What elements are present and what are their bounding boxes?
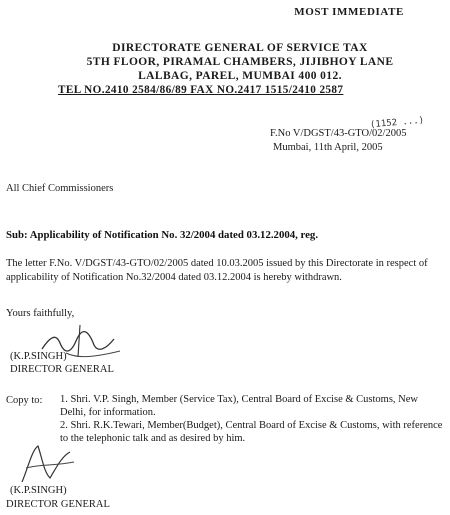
organization-phone-fax: TEL NO.2410 2584/86/89 FAX NO.2417 1515/2410 2587 — [58, 84, 344, 96]
urgency-label: MOST IMMEDIATE — [294, 6, 404, 18]
copy-to-item: 1. Shri. V.P. Singh, Member (Service Tax), Central Board of Excise & Customs, New Delhi, for information. — [60, 394, 418, 418]
organization-address-line1: 5TH FLOOR, PIRAMAL CHAMBERS, JIJIBHOY LANE — [86, 56, 394, 68]
signatory-title-1: DIRECTOR GENERAL — [10, 364, 114, 375]
signatory-title-2: DIRECTOR GENERAL — [6, 499, 110, 510]
subject-line: Sub: Applicability of Notification No. 32/2004 dated 03.12.2004, reg. — [6, 229, 319, 241]
place-date: Mumbai, 11th April, 2005 — [273, 142, 383, 153]
organization-name: DIRECTORATE GENERAL OF SERVICE TAX — [112, 42, 368, 54]
copy-to-item: 2. Shri. R.K.Tewari, Member(Budget), Central Board of Excise & Customs, with reference to the telephonic talk and as desired by him. — [60, 420, 443, 444]
copy-to-label: Copy to: — [6, 395, 43, 406]
signatory-name-2: (K.P.SINGH) — [10, 485, 67, 496]
body-paragraph: The letter F.No. V/DGST/43-GTO/02/2005 dated 10.03.2005 issued by this Directorate in respect of applicability of Notification No.32/2004 dated 03.12.2004 is hereby withdrawn. — [6, 258, 428, 283]
handwritten-signature-2 — [14, 438, 84, 490]
handwritten-note: (1152 ...) — [369, 115, 425, 131]
file-number: F.No V/DGST/43-GTO/02/2005 — [270, 128, 407, 139]
closing-salutation: Yours faithfully, — [6, 308, 75, 319]
addressee: All Chief Commissioners — [6, 183, 114, 194]
signatory-name-1: (K.P.SINGH) — [10, 351, 67, 362]
organization-address-line2: LALBAG, PAREL, MUMBAI 400 012. — [138, 70, 342, 82]
